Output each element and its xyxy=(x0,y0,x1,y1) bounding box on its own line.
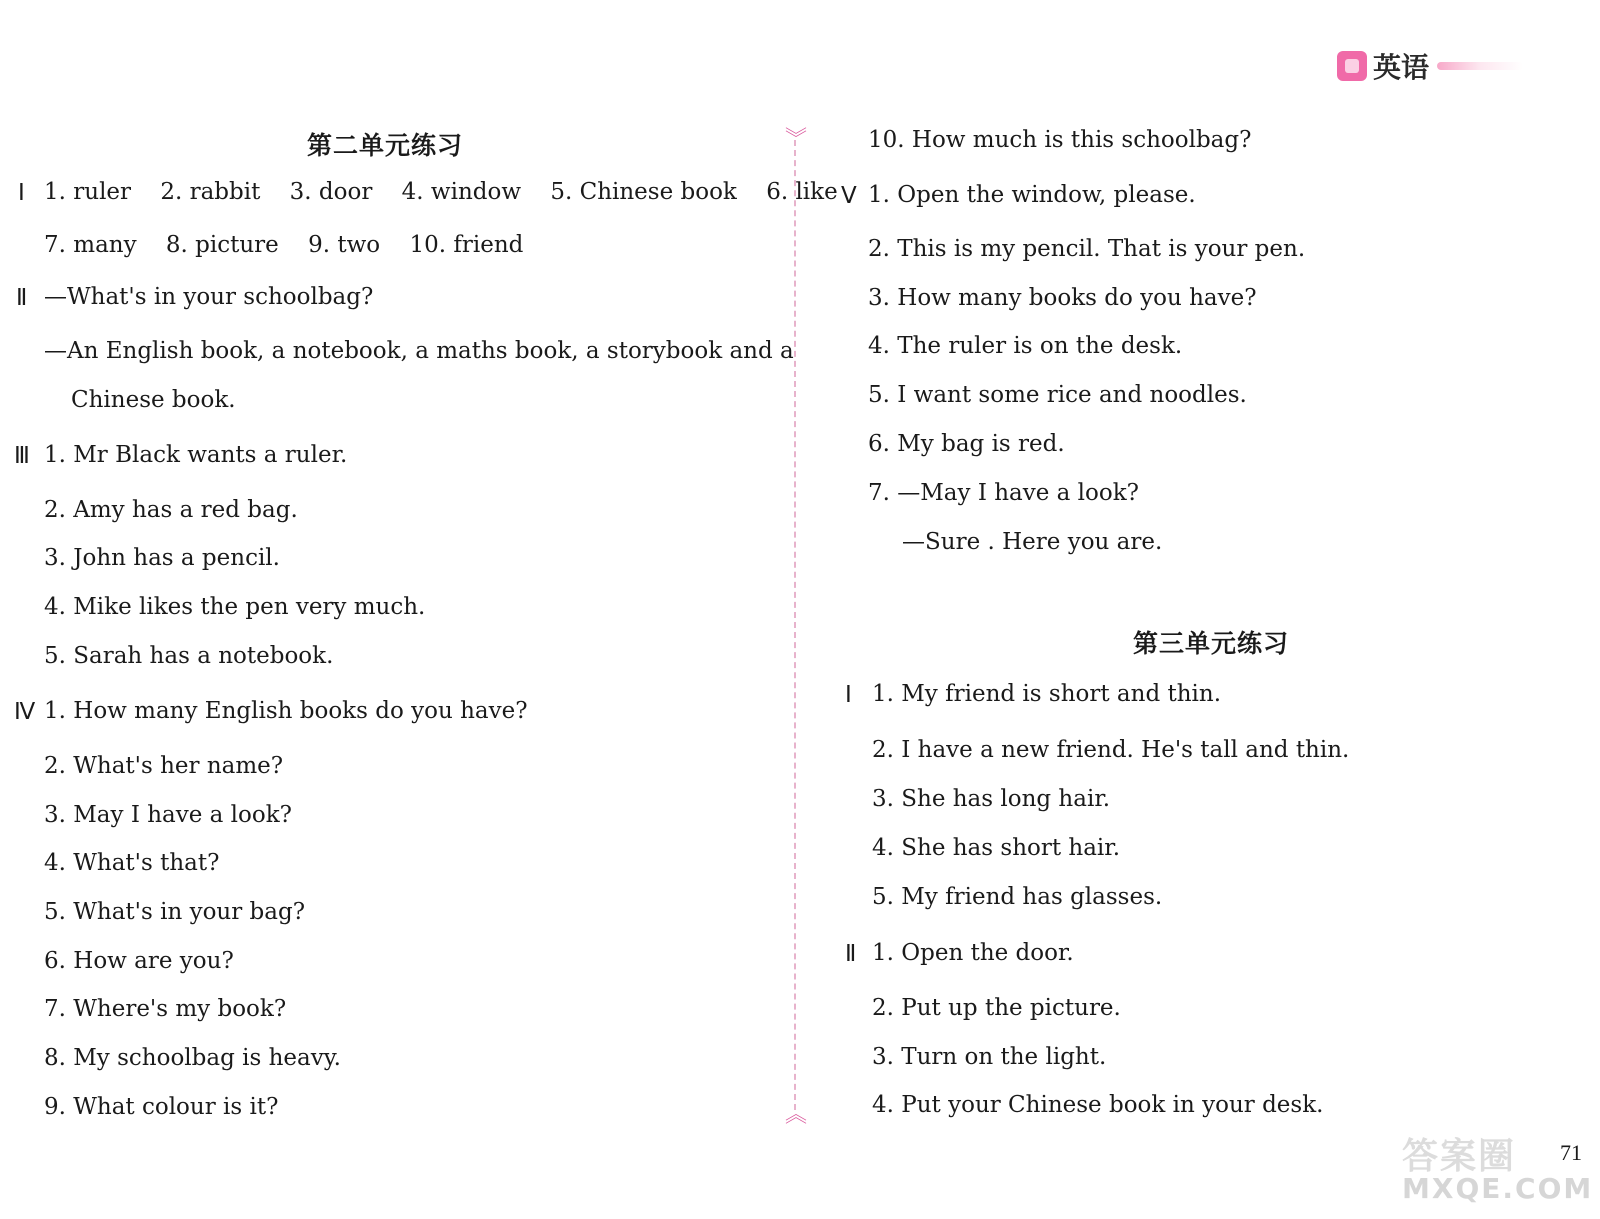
answer-line: 4. Put your Chinese book in your desk. xyxy=(872,1092,1324,1118)
answer-line: 3. May I have a look? xyxy=(44,802,293,828)
chevron-up-icon: ︽ xyxy=(785,1103,808,1128)
answer-line: 1. Mr Black wants a ruler. xyxy=(44,442,348,468)
answer-item: 4. window xyxy=(401,179,522,205)
answer-item: 1. ruler xyxy=(44,179,132,205)
answer-line: 6. My bag is red. xyxy=(868,431,1065,457)
section-numeral: Ⅲ xyxy=(14,443,30,468)
section-numeral: Ⅱ xyxy=(16,285,28,310)
dialogue-line: Chinese book. xyxy=(71,387,236,413)
answer-line: 9. What colour is it? xyxy=(44,1094,279,1120)
answer-line: 1. How many English books do you have? xyxy=(44,698,528,724)
answer-line: 3. Turn on the light. xyxy=(872,1044,1107,1070)
dialogue-line: —An English book, a notebook, a maths book, a storybook and a xyxy=(44,338,794,364)
section-numeral: Ⅳ xyxy=(14,699,36,724)
answer-line: 7. Where's my book? xyxy=(44,996,287,1022)
answer-item: 7. many xyxy=(44,232,137,258)
answer-line: 4. What's that? xyxy=(44,850,220,876)
answer-line: 4. The ruler is on the desk. xyxy=(868,333,1183,359)
section-numeral: Ⅴ xyxy=(841,183,857,208)
page-number: 71 xyxy=(1560,1140,1582,1165)
subject-logo xyxy=(1337,46,1523,86)
dialogue-line: —What's in your schoolbag? xyxy=(44,284,374,310)
answer-line: 2. What's her name? xyxy=(44,753,284,779)
answer-line: 8. My schoolbag is heavy. xyxy=(44,1045,341,1071)
section-numeral: Ⅰ xyxy=(845,682,852,707)
answer-item: 2. rabbit xyxy=(160,179,261,205)
answer-item: 9. two xyxy=(308,232,381,258)
unit-2-title: 第二单元练习 xyxy=(307,131,464,160)
answer-item: 3. door xyxy=(289,179,373,205)
answer-line: 5. I want some rice and noodles. xyxy=(868,382,1247,408)
answer-row xyxy=(44,234,523,257)
answer-item: 8. picture xyxy=(165,232,279,258)
answer-line: 5. What's in your bag? xyxy=(44,899,306,925)
answer-item: 6. like xyxy=(766,179,838,205)
answer-line: —Sure . Here you are. xyxy=(902,529,1163,555)
answer-line: 1. My friend is short and thin. xyxy=(872,681,1222,707)
answer-line: 4. She has short hair. xyxy=(872,835,1121,861)
answer-row xyxy=(44,181,838,204)
answer-line: 1. Open the door. xyxy=(872,940,1074,966)
section-numeral: Ⅱ xyxy=(845,941,857,966)
column-divider xyxy=(794,140,796,1110)
answer-line: 1. Open the window, please. xyxy=(868,182,1196,208)
subject-label: 英语 xyxy=(1373,51,1430,84)
unit-3-title: 第三单元练习 xyxy=(1133,629,1290,658)
answer-line: 5. My friend has glasses. xyxy=(872,884,1163,910)
answer-line: 3. How many books do you have? xyxy=(868,285,1257,311)
answer-line: 2. This is my pencil. That is your pen. xyxy=(868,236,1306,262)
answer-line: 7. —May I have a look? xyxy=(868,480,1140,506)
watermark-site: MXQE.COM xyxy=(1402,1172,1594,1205)
answer-line: 2. I have a new friend. He's tall and thin. xyxy=(872,737,1350,763)
answer-line: 5. Sarah has a notebook. xyxy=(44,643,334,669)
answer-line: 2. Amy has a red bag. xyxy=(44,497,298,523)
answer-line: 10. How much is this schoolbag? xyxy=(868,127,1252,153)
logo-decoration xyxy=(1437,62,1523,70)
answer-line: 4. Mike likes the pen very much. xyxy=(44,594,426,620)
answer-line: 3. John has a pencil. xyxy=(44,545,280,571)
section-numeral: Ⅰ xyxy=(18,180,25,205)
answer-item: 10. friend xyxy=(409,232,524,258)
answer-line: 3. She has long hair. xyxy=(872,786,1111,812)
watermark-logo: 答案圈 xyxy=(1402,1136,1517,1177)
logo-icon xyxy=(1337,51,1367,81)
answer-line: 6. How are you? xyxy=(44,948,234,974)
answer-item: 5. Chinese book xyxy=(550,179,737,205)
answer-line: 2. Put up the picture. xyxy=(872,995,1121,1021)
chevron-down-icon: ︾ xyxy=(785,127,808,152)
